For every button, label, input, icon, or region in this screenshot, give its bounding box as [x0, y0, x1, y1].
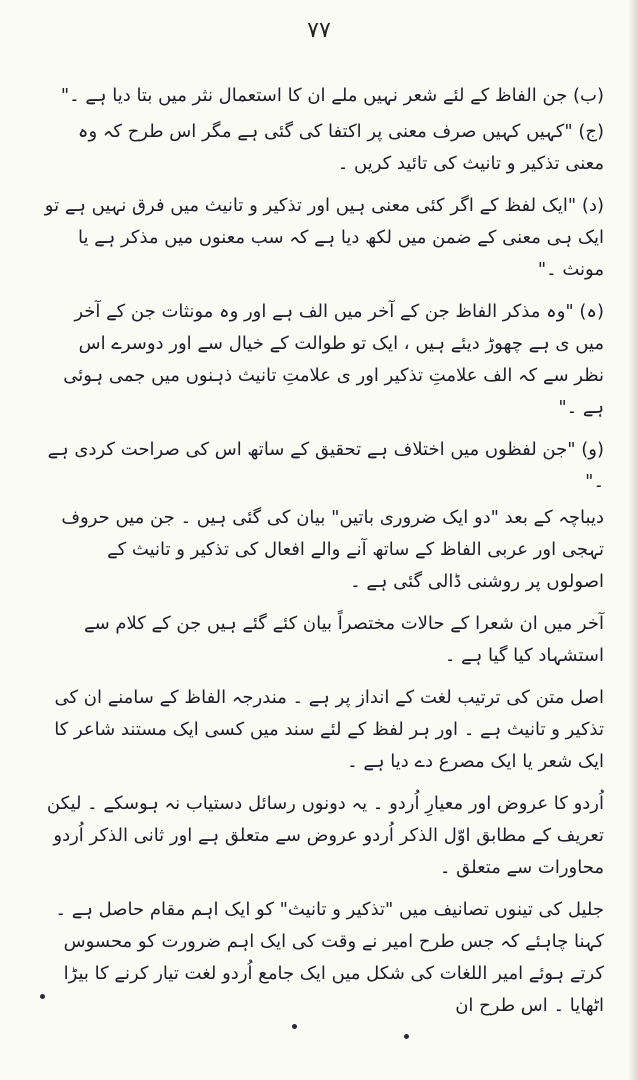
page-number: ۷۷ [307, 18, 331, 43]
ink-dot [292, 1024, 297, 1029]
paragraph-urdu-arooz: اُردو کا عروض اور معیارِ اُردو ۔ یہ دونوں رسائل دستیاب نہ ہوسکے ۔ لیکن تعریف کے مطابق اوّل الذکر اُردو عروض سے متعلق ہے اور ثانی الذکر اُردو محاورات سے متعلق ۔ [46, 793, 604, 878]
page-text-body [44, 80, 604, 1032]
ink-dot [404, 1034, 409, 1039]
paragraph-d: (د) "ایک لفظ کے اگر کئی معنی ہیں اور تذکیر و تانیث میں فرق نہیں ہے تو ایک ہی معنی کے ضمن میں لکھ دیا ہے کہ سب معنوں میں مذکر ہے یا مونث ۔" [44, 195, 604, 280]
paragraph-j: (ج) "کہیں کہیں صرف معنی پر اکتفا کی گئی ہے مگر اس طرح کہ وہ معنی تذکیر و تانیث کی تائید کریں ۔ [77, 121, 604, 174]
paragraph-w: (و) "جن لفظوں میں اختلاف ہے تحقیق کے ساتھ اس کی صراحت کردی ہے ۔" [47, 439, 604, 492]
paragraph-jaleel-works: جلیل کی تینوں تصانیف میں "تذکیر و تانیث" کو ایک اہم مقام حاصل ہے ۔ کہنا چاہئے کہ جس طرح امیر نے وقت کی ایک اہم ضرورت کو محسوس کرتے ہوئے امیر اللغات کی شکل میں ایک جامع اُردو لغت تیار کرنے کا بیڑا اٹھایا ۔ اس طرح ان [55, 899, 604, 1016]
paragraph-poets-bio: آخر میں ان شعرا کے حالات مختصراً بیان کئے گئے ہیں جن کے کلام سے استشہاد کیا گیا ہے ۔ [84, 613, 604, 666]
paragraph-b: (ب) جن الفاظ کے لئے شعر نہیں ملے ان کا استعمال نثر میں بتا دیا ہے ۔" [60, 85, 604, 106]
paragraph-preface-notes: دیباچہ کے بعد "دو ایک ضروری باتیں" بیان کی گئی ہیں ۔ جن میں حروف تہجی اور عربی الفاظ کے ساتھ آنے والے افعال کی تذکیر و تانیث کے اصولوں پر روشنی ڈالی گئی ہے ۔ [61, 507, 604, 592]
paragraph-h: (ہ) "وہ مذکر الفاظ جن کے آخر میں الف ہے اور وہ مونثات جن کے آخر میں ی ہے چھوڑ دیئے ہیں ، ایک تو طوالت کے خیال سے اور دوسرے اس نظر سے کہ الف علامتِ تذکیر اور ی علامتِ تانیث ذہنوں میں جمی ہوئی ہے ۔" [63, 301, 604, 418]
paragraph-main-text: اصل متن کی ترتیب لغت کے انداز پر ہے ۔ مندرجہ الفاظ کے سامنے ان کی تذکیر و تانیث ہے ۔ اور ہر لفظ کے لئے سند میں کسی ایک مستند شاعر کا ایک شعر یا ایک مصرع دے دیا ہے ۔ [54, 687, 604, 772]
ink-dot [40, 994, 45, 999]
